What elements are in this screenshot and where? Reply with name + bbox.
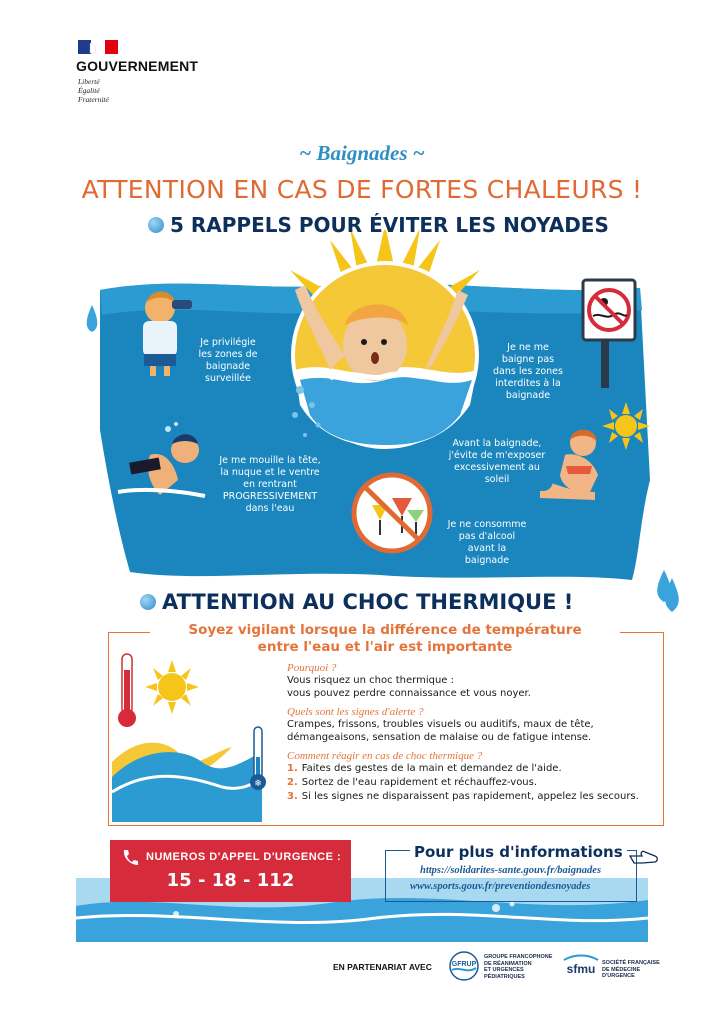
swimming-scene-illustration bbox=[0, 230, 724, 610]
tip-eviter-soleil: Avant la baignade, j'évite de m'exposer excessivement au soleil bbox=[441, 433, 553, 491]
question-reagir: Comment réagir en cas de choc thermique ? bbox=[287, 750, 483, 762]
bubble-bullet-icon bbox=[140, 594, 156, 610]
main-title: ATTENTION EN CAS DE FORTES CHALEURS ! bbox=[81, 175, 643, 204]
gfrup-name-line: DE RÉANIMATION bbox=[484, 960, 532, 967]
gfrup-logo-text: GFRUP bbox=[451, 961, 477, 968]
marianne-flag-logo bbox=[78, 40, 118, 54]
tip-mouiller-progressivement: Je me mouille la tête, la nuque et le ventre en rentrant PROGRESSIVEMENT dans l'eau bbox=[212, 450, 328, 520]
motto-fraternite: Fraternité bbox=[78, 95, 109, 104]
tip-zones-interdites: Je ne me baigne pas dans les zones interdites à la baignade bbox=[486, 337, 570, 407]
emergency-numbers: 15 - 18 - 112 bbox=[166, 870, 295, 891]
vigilance-line-1: Soyez vigilant lorsque la différence de température bbox=[188, 622, 582, 638]
step-number: 3. bbox=[287, 791, 298, 802]
answer-pourquoi-2: vous pouvez perdre connaissance et vous noyer. bbox=[287, 688, 531, 699]
question-pourquoi: Pourquoi ? bbox=[287, 662, 337, 674]
link-solidarites-sante[interactable]: https://solidarites-sante.gouv.fr/baignades bbox=[420, 865, 602, 876]
step-item bbox=[287, 762, 659, 776]
gfrup-name-line: PÉDIATRIQUES bbox=[484, 973, 525, 980]
partnership-label: EN PARTENARIAT AVEC bbox=[333, 962, 432, 972]
vigilance-heading bbox=[150, 622, 620, 656]
link-sports-gouv[interactable]: www.sports.gouv.fr/preventiondesnoyades bbox=[410, 881, 591, 892]
water-drop-icon bbox=[660, 576, 684, 616]
sfmu-name-line: SOCIÉTÉ FRANÇAISE bbox=[602, 960, 660, 966]
step-number: 2. bbox=[287, 777, 298, 788]
reaction-steps bbox=[287, 762, 659, 804]
step-number: 1. bbox=[287, 763, 298, 774]
gfrup-name bbox=[484, 954, 552, 980]
emergency-label: NUMEROS D'APPEL D'URGENCE : bbox=[146, 851, 342, 863]
question-signes: Quels sont les signes d'alerte ? bbox=[287, 706, 424, 718]
answer-pourquoi-1: Vous risquez un choc thermique : bbox=[287, 675, 455, 686]
tip-zones-surveillees: Je privilégie les zones de baignade surveillée bbox=[192, 332, 264, 390]
answer-signes-2: démangeaisons, sensation de malaise ou de fatigue intense. bbox=[287, 732, 592, 743]
more-info-heading: Pour plus d'informations bbox=[410, 843, 627, 861]
vigilance-line-2: entre l'eau et l'air est importante bbox=[257, 639, 513, 655]
sfmu-logo bbox=[562, 952, 600, 978]
tip-pas-alcool: Je ne consomme pas d'alcool avant la baignade bbox=[441, 514, 533, 572]
sfmu-name-line: D'URGENCE bbox=[602, 973, 635, 979]
emergency-numbers-box bbox=[110, 840, 351, 902]
thermometer-wave-illustration bbox=[112, 652, 282, 822]
svg-text:❄: ❄ bbox=[254, 779, 262, 789]
step-text: Faites des gestes de la main et demandez de l'aide. bbox=[301, 763, 562, 774]
bubble-bullet-icon bbox=[148, 217, 164, 233]
gfrup-name-line: ET URGENCES bbox=[484, 967, 524, 973]
answer-signes-1: Crampes, frissons, troubles visuels ou auditifs, maux de tête, bbox=[287, 719, 594, 730]
government-motto bbox=[78, 77, 109, 104]
choc-thermique-details bbox=[287, 662, 659, 804]
motto-egalite: Égalité bbox=[78, 86, 100, 95]
choc-thermique-heading bbox=[140, 590, 573, 614]
gfrup-name-line: GROUPE FRANCOPHONE bbox=[484, 954, 553, 960]
step-item bbox=[287, 776, 659, 790]
motto-liberte: Liberté bbox=[78, 77, 100, 86]
sfmu-name-line: DE MÉDECINE bbox=[602, 966, 641, 973]
baignades-subtitle: ~ Baignades ~ bbox=[299, 141, 425, 165]
step-item bbox=[287, 790, 659, 804]
step-text: Sortez de l'eau rapidement et réchauffez-vous. bbox=[301, 777, 538, 788]
sfmu-name bbox=[602, 960, 660, 980]
government-title: GOUVERNEMENT bbox=[76, 58, 199, 74]
step-text: Si les signes ne disparaissent pas rapidement, appelez les secours. bbox=[301, 791, 639, 802]
gfrup-logo bbox=[447, 950, 481, 982]
choc-thermique-text: ATTENTION AU CHOC THERMIQUE ! bbox=[162, 590, 574, 614]
sfmu-logo-text: sfmu bbox=[566, 962, 596, 976]
pointing-hand-icon bbox=[628, 846, 660, 866]
rappels-text: 5 RAPPELS POUR ÉVITER LES NOYADES bbox=[170, 213, 609, 237]
rappels-heading bbox=[148, 213, 609, 237]
phone-icon bbox=[120, 848, 140, 866]
